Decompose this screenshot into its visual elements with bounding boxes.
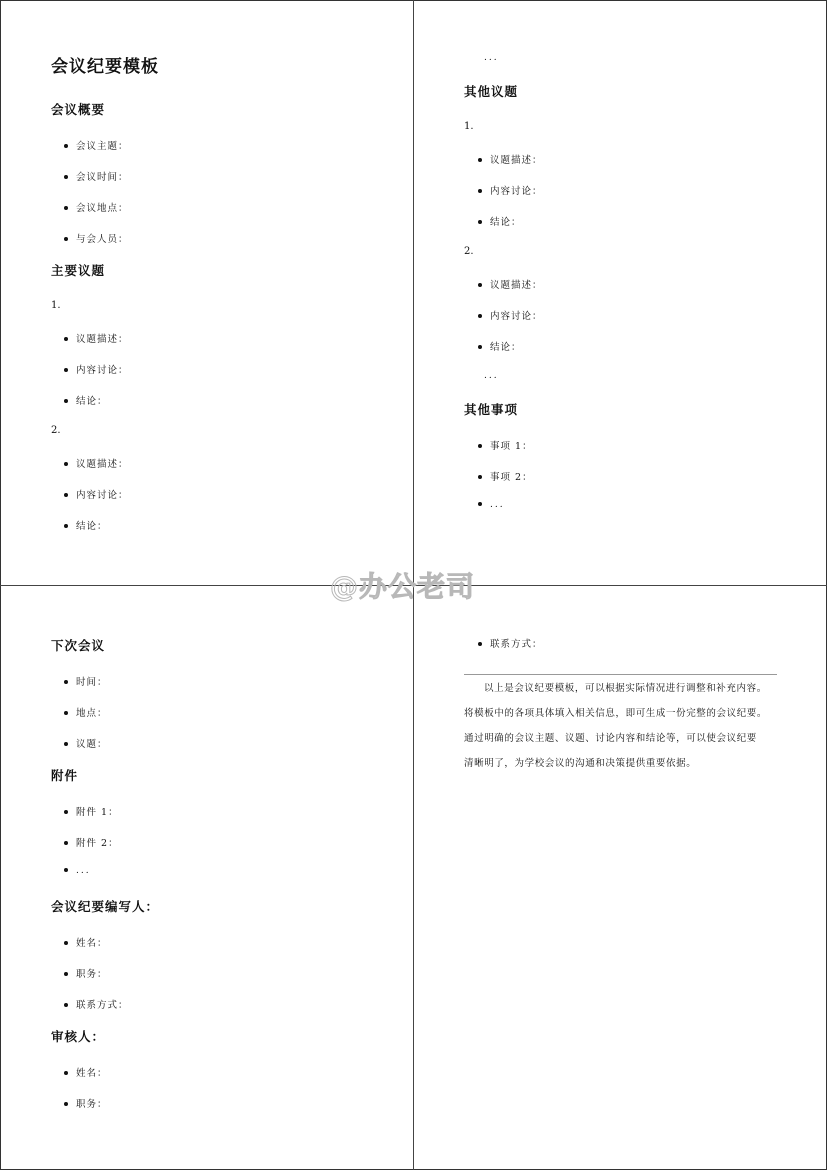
bullet-icon: [64, 941, 68, 945]
bullet-icon: [64, 337, 68, 341]
bullet-icon: [64, 711, 68, 715]
paragraph-line: 将模板中的各项具体填入相关信息，即可生成一份完整的会议纪要。: [464, 708, 768, 719]
bullet-icon: [64, 841, 68, 845]
watermark: @办公老司: [330, 570, 476, 603]
list-item: 内容讨论：: [478, 183, 543, 197]
bullet-icon: [64, 1102, 68, 1106]
bullet-icon: [478, 314, 482, 318]
bullet-icon: [64, 810, 68, 814]
paragraph-line: 通过明确的会议主题、议题、讨论内容和结论等，可以使会议纪要: [464, 733, 757, 744]
paragraph-line: 清晰明了，为学校会议的沟通和决策提供重要依据。: [464, 758, 697, 769]
list-item: 结论：: [478, 214, 522, 228]
list-item: 会议主题：: [64, 138, 129, 152]
bullet-icon: [478, 283, 482, 287]
bullet-icon: [64, 1003, 68, 1007]
heading-reviewer: 审核人：: [51, 1029, 106, 1044]
bullet-icon: [478, 502, 482, 506]
bullet-icon: [478, 158, 482, 162]
list-item: 联系方式：: [478, 636, 543, 650]
bullet-icon: [64, 399, 68, 403]
list-item: 议题：: [64, 736, 108, 750]
doc-title: 会议纪要模板: [51, 57, 159, 77]
bullet-icon: [64, 868, 68, 872]
list-item: 会议地点：: [64, 200, 129, 214]
list-item: 内容讨论：: [478, 308, 543, 322]
topic-number: 2.: [51, 425, 61, 436]
list-item: 职务：: [64, 1096, 108, 1110]
topic-number: 2.: [464, 246, 474, 257]
topic-number: 1.: [51, 300, 61, 311]
heading-main-topics: 主要议题: [51, 263, 106, 278]
bullet-icon: [64, 144, 68, 148]
ellipsis: ...: [484, 53, 499, 63]
heading-overview: 会议概要: [51, 102, 106, 117]
list-item: 与会人员：: [64, 231, 129, 245]
bullet-icon: [478, 345, 482, 349]
bullet-icon: [64, 175, 68, 179]
bullet-icon: [478, 642, 482, 646]
list-item: 事项 1：: [478, 438, 533, 452]
list-item: 姓名：: [64, 935, 108, 949]
bullet-icon: [478, 220, 482, 224]
list-item: 姓名：: [64, 1065, 108, 1079]
bullet-icon: [64, 237, 68, 241]
topic-number: 1.: [464, 121, 474, 132]
list-item: 结论：: [478, 339, 522, 353]
bullet-icon: [64, 493, 68, 497]
bullet-icon: [64, 1071, 68, 1075]
list-item: 议题描述：: [64, 456, 129, 470]
bullet-icon: [64, 368, 68, 372]
heading-other-topics: 其他议题: [464, 84, 519, 99]
list-item: ...: [478, 500, 505, 510]
bullet-icon: [478, 475, 482, 479]
bullet-icon: [64, 742, 68, 746]
list-item: 联系方式：: [64, 997, 129, 1011]
list-item: 时间：: [64, 674, 108, 688]
list-item: ...: [64, 866, 91, 876]
list-item: 职务：: [64, 966, 108, 980]
list-item: 事项 2：: [478, 469, 533, 483]
list-item: 会议时间：: [64, 169, 129, 183]
list-item: 结论：: [64, 393, 108, 407]
bullet-icon: [64, 462, 68, 466]
list-item: 议题描述：: [478, 152, 543, 166]
separator-rule: [464, 674, 777, 675]
heading-next-meeting: 下次会议: [51, 638, 106, 653]
ellipsis: ...: [484, 371, 499, 381]
list-item: 内容讨论：: [64, 362, 129, 376]
list-item: 附件 2：: [64, 835, 119, 849]
bullet-icon: [478, 444, 482, 448]
list-item: 结论：: [64, 518, 108, 532]
list-item: 地点：: [64, 705, 108, 719]
list-item: 内容讨论：: [64, 487, 129, 501]
heading-attachments: 附件: [51, 768, 79, 783]
paragraph-line: 以上是会议纪要模板，可以根据实际情况进行调整和补充内容。: [484, 683, 767, 694]
heading-writer: 会议纪要编写人：: [51, 899, 160, 914]
list-item: 议题描述：: [64, 331, 129, 345]
list-item: 议题描述：: [478, 277, 543, 291]
bullet-icon: [478, 189, 482, 193]
bullet-icon: [64, 524, 68, 528]
bullet-icon: [64, 680, 68, 684]
bullet-icon: [64, 206, 68, 210]
list-item: 附件 1：: [64, 804, 119, 818]
bullet-icon: [64, 972, 68, 976]
heading-other-matters: 其他事项: [464, 402, 519, 417]
